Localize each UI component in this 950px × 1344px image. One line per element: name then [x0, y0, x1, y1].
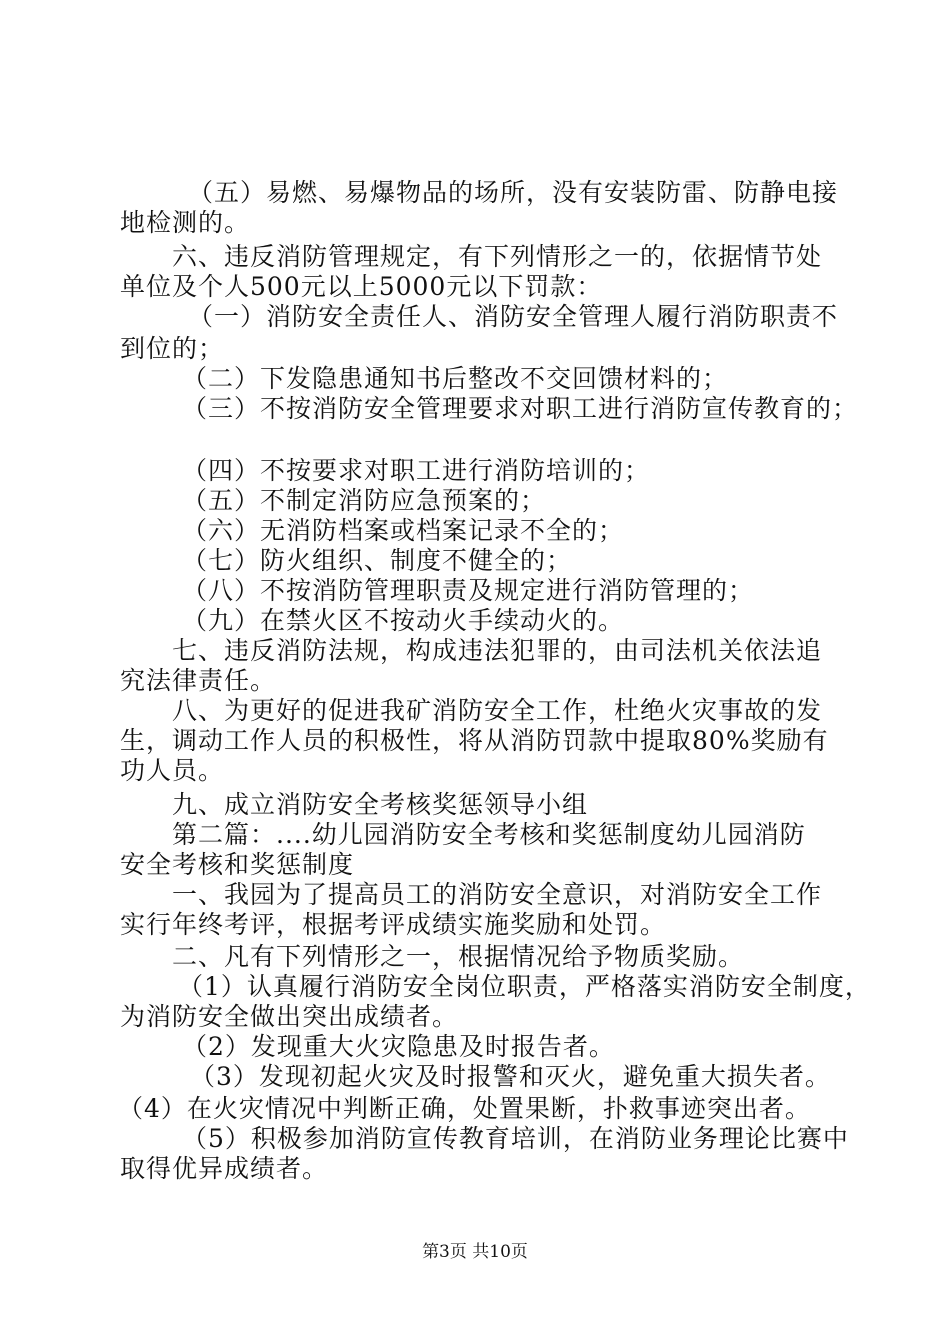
text-line: 取得优异成绩者。: [120, 1154, 329, 1183]
text-line: （四）不按要求对职工进行消防培训的；: [182, 456, 651, 485]
text-line: 安全考核和奖惩制度: [120, 850, 355, 879]
text-line: （三）不按消防安全管理要求对职工进行消防宣传教育的；: [182, 394, 859, 423]
text-line: （2）发现重大火灾隐患及时报告者。: [182, 1032, 615, 1061]
page-number: 第3页 共10页: [422, 1242, 528, 1262]
text-line: （5）积极参加消防宣传教育培训，在消防业务理论比赛中: [182, 1124, 849, 1153]
text-line: （八）不按消防管理职责及规定进行消防管理的；: [182, 576, 755, 605]
text-line: （一）消防安全责任人、消防安全管理人履行消防职责不: [188, 302, 839, 331]
text-line: 二、凡有下列情形之一，根据情况给予物质奖励。: [172, 942, 745, 971]
text-line: 到位的；: [120, 334, 225, 363]
text-line: 究法律责任。: [120, 666, 277, 695]
text-line: 一、我园为了提高员工的消防安全意识，对消防安全工作: [172, 880, 823, 909]
text-line: 单位及个人500元以上5000元以下罚款：: [120, 272, 603, 301]
text-line: 为消防安全做出突出成绩者。: [120, 1002, 459, 1031]
text-line: 六、违反消防管理规定，有下列情形之一的，依据情节处: [172, 242, 823, 271]
text-line: （五）不制定消防应急预案的；: [182, 486, 547, 515]
text-line: 实行年终考评，根据考评成绩实施奖励和处罚。: [120, 910, 667, 939]
text-line: 生，调动工作人员的积极性，将从消防罚款中提取80%奖励有: [120, 726, 829, 755]
text-line: （4）在火灾情况中判断正确，处置果断，扑救事迹突出者。: [118, 1094, 811, 1123]
text-line: 九、成立消防安全考核奖惩领导小组: [172, 790, 589, 819]
text-line: （3）发现初起火灾及时报警和灭火，避免重大损失者。: [190, 1062, 831, 1091]
text-line: （五）易燃、易爆物品的场所，没有安装防雷、防静电接: [188, 178, 839, 207]
text-line: 第二篇：....幼儿园消防安全考核和奖惩制度幼儿园消防: [172, 820, 806, 849]
text-line: （九）在禁火区不按动火手续动火的。: [182, 606, 625, 635]
text-line: 七、违反消防法规，构成违法犯罪的，由司法机关依法追: [172, 636, 823, 665]
text-line: 八、为更好的促进我矿消防安全工作，杜绝火灾事故的发: [172, 696, 823, 725]
text-line: （1）认真履行消防安全岗位职责，严格落实消防安全制度，: [178, 972, 871, 1001]
text-line: 地检测的。: [120, 208, 251, 237]
text-line: （二）下发隐患通知书后整改不交回馈材料的；: [182, 364, 729, 393]
text-line: 功人员。: [120, 756, 225, 785]
text-line: （六）无消防档案或档案记录不全的；: [182, 516, 625, 545]
text-line: （七）防火组织、制度不健全的；: [182, 546, 573, 575]
